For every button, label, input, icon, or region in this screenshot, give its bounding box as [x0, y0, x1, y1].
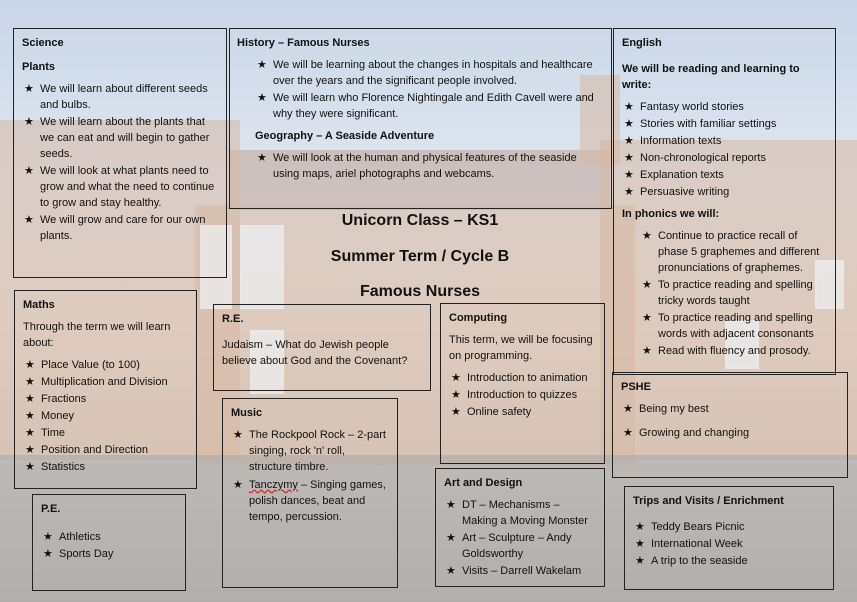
science-list: [22, 81, 218, 244]
star-bullet-icon: ★: [25, 359, 35, 371]
star-bullet-icon: ★: [43, 548, 53, 560]
list-item: ★ Growing and changing: [623, 427, 750, 439]
list-item: ★ We will grow and care for our own plants.: [24, 214, 206, 242]
pshe-panel: [612, 372, 848, 478]
trips-panel: [624, 486, 834, 590]
list-item: ★ Athletics: [43, 531, 101, 543]
computing-panel: [440, 303, 605, 464]
english-list: [622, 99, 827, 200]
computing-list: [449, 370, 596, 420]
list-item: ★ Stories with familiar settings: [624, 118, 777, 130]
star-bullet-icon: ★: [446, 532, 456, 544]
pe-heading: P.E.: [41, 503, 61, 515]
list-item: ★ Time: [25, 427, 66, 439]
star-bullet-icon: ★: [642, 279, 652, 291]
pe-list: [41, 529, 177, 562]
english-panel: [613, 28, 836, 375]
star-bullet-icon: ★: [257, 59, 267, 71]
star-bullet-icon: ★: [24, 83, 34, 95]
list-item: ★ Position and Direction: [25, 444, 149, 456]
star-bullet-icon: ★: [25, 376, 35, 388]
list-item: ★ We will look at the human and physical features of the seaside using maps, ariel photographs and webcams.: [257, 152, 577, 180]
list-item: ★ A trip to the seaside: [635, 555, 748, 567]
english-heading: English: [622, 37, 662, 49]
star-bullet-icon: ★: [624, 152, 634, 164]
star-bullet-icon: ★: [624, 118, 634, 130]
list-item: ★ Visits – Darrell Wakelam: [446, 565, 582, 577]
list-item: ★ We will learn who Florence Nightingale and Edith Cavell were and why they were significant.: [257, 92, 594, 120]
star-bullet-icon: ★: [233, 479, 243, 491]
star-bullet-icon: ★: [635, 538, 645, 550]
star-bullet-icon: ★: [635, 555, 645, 567]
star-bullet-icon: ★: [624, 186, 634, 198]
star-bullet-icon: ★: [624, 169, 634, 181]
art-list: [444, 497, 596, 579]
list-item: ★ Art – Sculpture – Andy Goldsworthy: [446, 532, 572, 560]
star-bullet-icon: ★: [25, 393, 35, 405]
science-subheading: Plants: [22, 61, 56, 73]
maths-panel: [14, 290, 197, 489]
list-item: ★ Read with fluency and prosody.: [642, 345, 811, 357]
list-item: ★ Being my best: [623, 403, 709, 415]
music-panel: [222, 398, 398, 588]
star-bullet-icon: ★: [257, 152, 267, 164]
geography-list: [255, 150, 603, 182]
list-item: ★ Sports Day: [43, 548, 114, 560]
maths-list: [23, 357, 188, 475]
star-bullet-icon: ★: [233, 429, 243, 441]
trips-list: [633, 519, 825, 569]
science-heading: Science: [22, 37, 64, 49]
list-item: ★ We will learn about different seeds and bulbs.: [24, 83, 208, 111]
star-bullet-icon: ★: [623, 427, 633, 439]
list-item: ★ Continue to practice recall of phase 5 graphemes and different pronunciations of graphemes.: [642, 230, 820, 274]
pshe-heading: PSHE: [621, 381, 651, 393]
page-title-line-2: Summer Term / Cycle B: [330, 248, 510, 265]
list-item: ★ To practice reading and spelling tricky words taught: [642, 279, 813, 307]
list-item: ★ Money: [25, 410, 75, 422]
geography-heading: Geography – A Seaside Adventure: [255, 130, 435, 142]
star-bullet-icon: ★: [642, 312, 652, 324]
list-item: ★ DT – Mechanisms – Making a Moving Monster: [446, 499, 588, 527]
list-item: ★ Introduction to animation: [451, 372, 588, 384]
star-bullet-icon: ★: [451, 389, 461, 401]
star-bullet-icon: ★: [24, 214, 34, 226]
list-item: ★ We will look at what plants need to grow and what the need to continue to grow and stay healthy.: [24, 165, 215, 209]
star-bullet-icon: ★: [25, 444, 35, 456]
science-panel: [13, 28, 227, 278]
re-heading: R.E.: [222, 313, 244, 325]
art-heading: Art and Design: [444, 477, 523, 489]
trips-heading: Trips and Visits / Enrichment: [633, 495, 784, 507]
computing-heading: Computing: [449, 312, 508, 324]
list-item: ★ Non-chronological reports: [624, 152, 766, 164]
star-bullet-icon: ★: [451, 372, 461, 384]
history-list: [255, 57, 603, 122]
maths-heading: Maths: [23, 299, 55, 311]
list-item: ★ The Rockpool Rock – 2-part singing, rock 'n' roll, structure timbre.: [233, 429, 386, 473]
list-item: ★ We will be learning about the changes in hospitals and healthcare over the years and the significant people involved.: [257, 59, 593, 87]
music-heading: Music: [231, 407, 263, 419]
star-bullet-icon: ★: [24, 116, 34, 128]
list-item: ★ Tanczymy – Singing games, polish dances, beat and tempo, percussion.: [233, 479, 386, 523]
list-item: ★ Fantasy world stories: [624, 101, 744, 113]
star-bullet-icon: ★: [623, 403, 633, 415]
star-bullet-icon: ★: [43, 531, 53, 543]
star-bullet-icon: ★: [642, 230, 652, 242]
star-bullet-icon: ★: [25, 427, 35, 439]
star-bullet-icon: ★: [446, 499, 456, 511]
re-panel: [213, 304, 431, 391]
list-item: ★ We will learn about the plants that we can eat and will begin to gather seeds.: [24, 116, 210, 160]
star-bullet-icon: ★: [624, 135, 634, 147]
list-item: ★ Introduction to quizzes: [451, 389, 578, 401]
list-item: ★ Explanation texts: [624, 169, 724, 181]
art-panel: [435, 468, 605, 587]
star-bullet-icon: ★: [24, 165, 34, 177]
star-bullet-icon: ★: [451, 406, 461, 418]
computing-intro: This term, we will be focusing on programming.: [449, 334, 593, 362]
star-bullet-icon: ★: [446, 565, 456, 577]
list-item: ★ Information texts: [624, 135, 722, 147]
star-bullet-icon: ★: [25, 461, 35, 473]
page-title-line-1: Unicorn Class – KS1: [341, 212, 499, 229]
list-item: ★ International Week: [635, 538, 743, 550]
list-item: ★ Online safety: [451, 406, 532, 418]
star-bullet-icon: ★: [624, 101, 634, 113]
history-panel: [229, 28, 612, 209]
phonics-heading: In phonics we will:: [622, 208, 720, 220]
page-title-line-3: Famous Nurses: [359, 283, 481, 300]
list-item: ★ To practice reading and spelling words with adjacent consonants: [642, 312, 814, 340]
list-item: ★ Multiplication and Division: [25, 376, 168, 388]
star-bullet-icon: ★: [257, 92, 267, 104]
history-heading: History – Famous Nurses: [237, 37, 370, 49]
list-item: ★ Persuasive writing: [624, 186, 730, 198]
list-item: ★ Fractions: [25, 393, 87, 405]
star-bullet-icon: ★: [25, 410, 35, 422]
pe-panel: [32, 494, 186, 591]
music-list: [231, 427, 389, 525]
english-intro: We will be reading and learning to write:: [622, 63, 800, 91]
list-item: ★ Teddy Bears Picnic: [635, 521, 745, 533]
re-text: Judaism – What do Jewish people believe about God and the Covenant?: [222, 339, 408, 367]
star-bullet-icon: ★: [642, 345, 652, 357]
maths-intro: Through the term we will learn about:: [23, 321, 171, 349]
pshe-list: [621, 401, 839, 441]
star-bullet-icon: ★: [635, 521, 645, 533]
phonics-list: [640, 228, 827, 359]
list-item: ★ Place Value (to 100): [25, 359, 140, 371]
list-item: ★ Statistics: [25, 461, 86, 473]
